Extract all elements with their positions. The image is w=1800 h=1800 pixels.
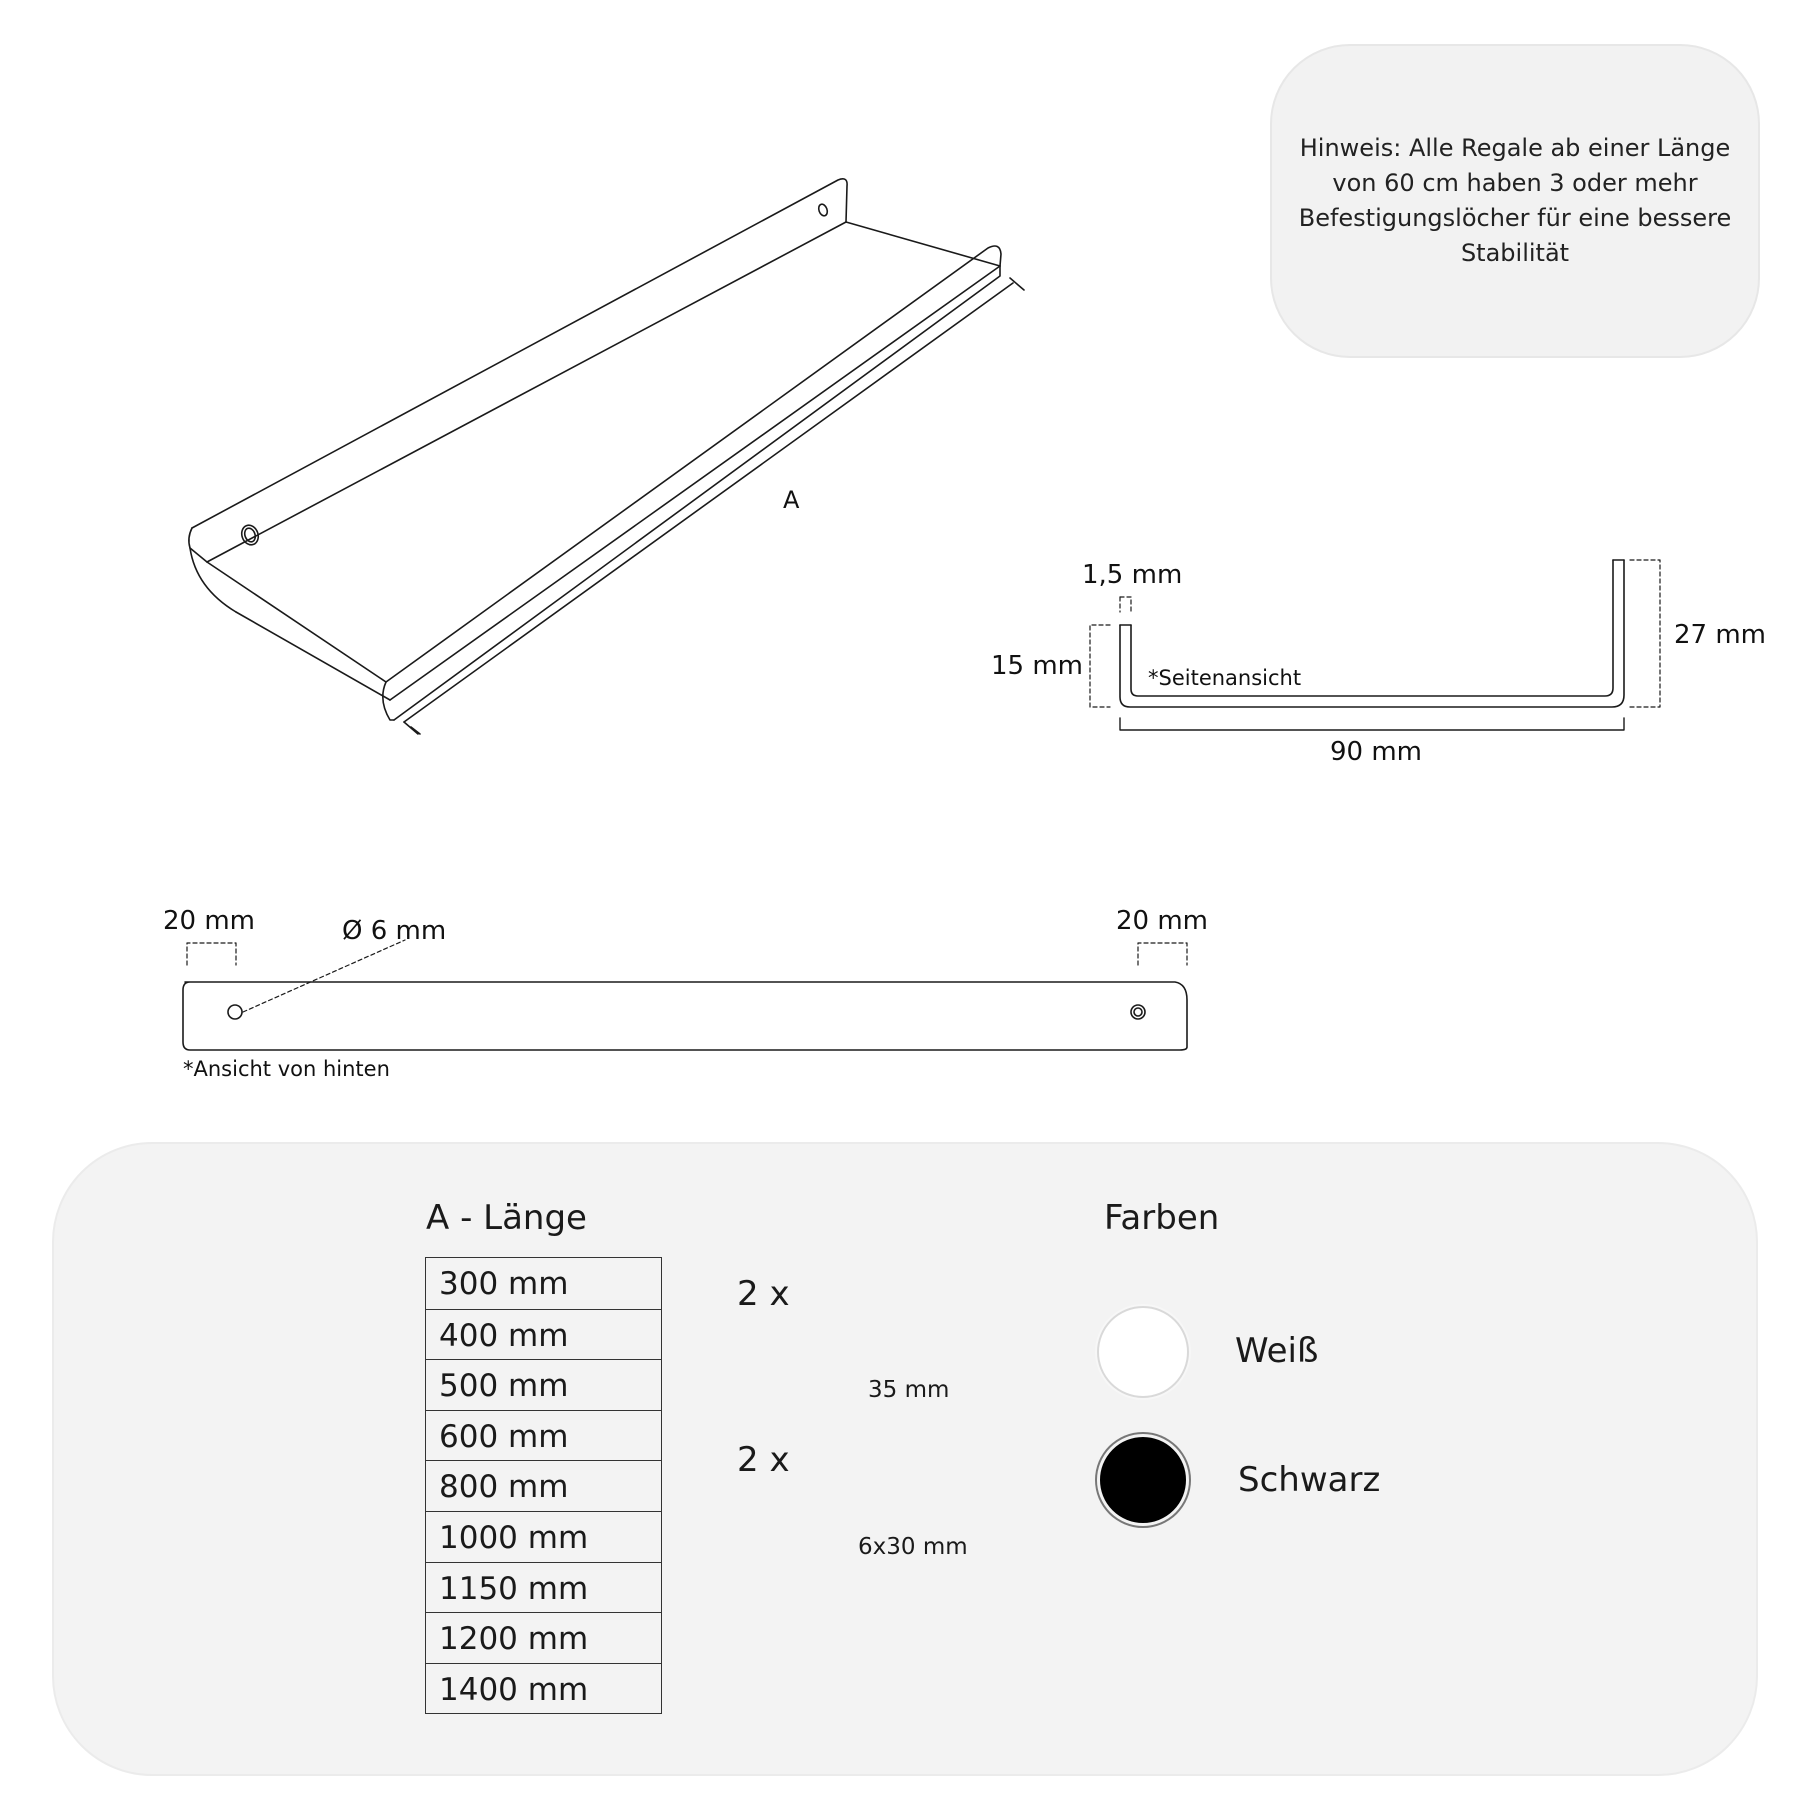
back-height-label: 27 mm [1674, 620, 1767, 650]
front-height-label: 15 mm [991, 651, 1084, 681]
length-row: 600 mm [426, 1410, 661, 1461]
thickness-label: 1,5 mm [1082, 560, 1183, 590]
color-swatch-black[interactable] [1097, 1434, 1189, 1526]
color-label-black: Schwarz [1238, 1460, 1381, 1500]
side-view-depth-dimension [1120, 718, 1624, 730]
shelf-perspective-drawing [189, 179, 1024, 734]
screw-quantity: 2 x [737, 1274, 790, 1314]
length-row: 300 mm [439, 1266, 569, 1302]
back-view-caption: *Ansicht von hinten [183, 1057, 390, 1081]
length-row: 1150 mm [426, 1562, 661, 1613]
specs-panel [52, 1142, 1758, 1776]
back-view-dimensions [187, 940, 1187, 1012]
length-table [425, 1257, 662, 1714]
length-row: 1200 mm [426, 1612, 661, 1663]
depth-label: 90 mm [1330, 737, 1423, 767]
note-box [1270, 44, 1760, 358]
color-swatch-white[interactable] [1097, 1306, 1189, 1398]
dowel-size-label: 6x30 mm [858, 1534, 968, 1560]
hole-diameter-label: Ø 6 mm [342, 916, 447, 946]
length-row: 1000 mm [426, 1511, 661, 1562]
length-row: 1400 mm [426, 1663, 661, 1714]
length-row: 800 mm [426, 1460, 661, 1511]
color-label-white: Weiß [1235, 1331, 1319, 1371]
screw-size-label: 35 mm [868, 1377, 950, 1403]
note-text: Hinweis: Alle Regale ab einer Länge von 60 cm haben 3 oder mehr Befestigungslöcher für eine bessere Stabilität [1298, 134, 1732, 267]
side-view-caption: *Seitenansicht [1148, 666, 1302, 690]
right-offset-label: 20 mm [1116, 906, 1209, 936]
colors-title: Farben [1104, 1198, 1220, 1238]
left-offset-label: 20 mm [163, 906, 256, 936]
dowel-quantity: 2 x [737, 1440, 790, 1480]
length-title: A - Länge [426, 1198, 587, 1238]
length-row: 500 mm [426, 1359, 661, 1410]
back-view-drawing [183, 982, 1187, 1050]
length-dimension-label: A [783, 486, 800, 514]
length-row: 400 mm [426, 1309, 661, 1360]
